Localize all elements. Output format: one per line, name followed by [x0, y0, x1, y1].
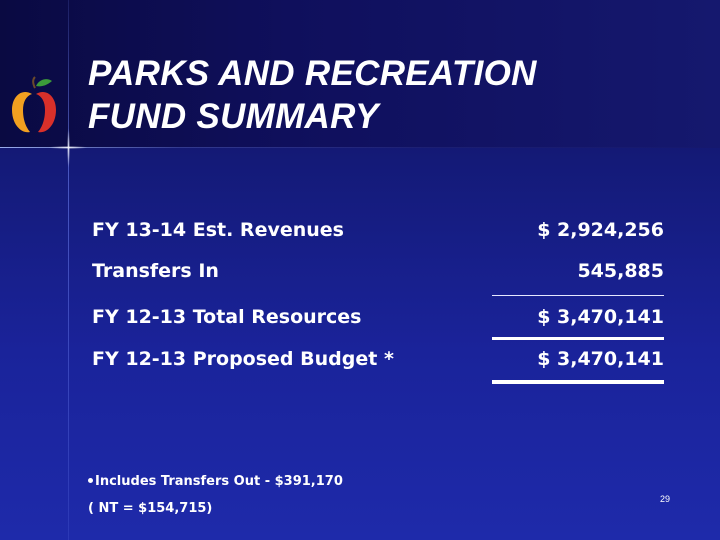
row-label: FY 12-13 Proposed Budget * [92, 348, 394, 370]
apple-logo-icon [8, 74, 60, 136]
row-value: 545,885 [577, 260, 664, 282]
row-total-resources [92, 306, 664, 336]
title-line-2: FUND SUMMARY [88, 97, 379, 136]
row-value: $ 2,924,256 [537, 219, 664, 241]
footnote-text-1: Includes Transfers Out - $391,170 [95, 474, 343, 489]
light-glint-vertical [67, 128, 70, 168]
vertical-divider [68, 0, 69, 540]
row-label: FY 12-13 Total Resources [92, 306, 362, 328]
row-value: $ 3,470,141 [537, 348, 664, 370]
total-rule [492, 337, 664, 340]
horizontal-divider [0, 147, 720, 148]
page-number: 29 [659, 494, 670, 504]
row-label: FY 13-14 Est. Revenues [92, 219, 344, 241]
row-transfers-in [92, 260, 664, 290]
row-proposed-budget [92, 348, 664, 378]
final-total-rule [492, 380, 664, 384]
subtotal-rule [492, 295, 664, 296]
footnote-line-1 [88, 474, 343, 489]
row-value: $ 3,470,141 [537, 306, 664, 328]
row-revenues [92, 219, 664, 249]
footnote-text-2: ( NT = $154,715) [88, 501, 213, 516]
bullet-icon [88, 478, 93, 483]
title-line-1: PARKS AND RECREATION [88, 54, 537, 93]
footnote-line-2 [88, 501, 212, 516]
row-label: Transfers In [92, 260, 219, 282]
slide-title [88, 52, 688, 138]
